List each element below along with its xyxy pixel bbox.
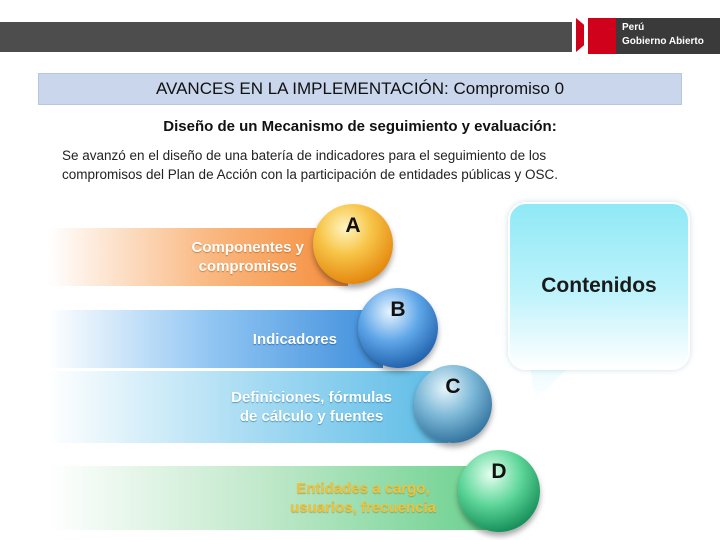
item-a-label	[191, 238, 304, 276]
sphere-b-letter: B	[390, 298, 406, 321]
callout-bubble	[508, 202, 690, 370]
item-c-line-2: de cálculo y fuentes	[239, 408, 384, 425]
sphere-b	[358, 288, 438, 368]
sphere-c-letter: C	[445, 375, 461, 398]
peru-gobierno-abierto-logo	[622, 21, 704, 49]
sphere-c	[414, 365, 492, 443]
item-band-d	[48, 466, 488, 530]
item-b-label	[253, 330, 337, 349]
logo-flag-red	[588, 18, 616, 54]
sphere-d-letter: D	[491, 460, 507, 483]
item-d-label	[290, 479, 436, 517]
item-a-line-2: compromisos	[198, 258, 297, 275]
page-title: AVANCES EN LA IMPLEMENTACIÓN: Compromiso 0	[155, 79, 565, 98]
sphere-d	[458, 450, 540, 532]
subtitle: Diseño de un Mecanismo de seguimiento y evaluación:	[163, 118, 557, 135]
sphere-a	[313, 204, 393, 284]
item-b-line-1: Indicadores	[252, 330, 337, 348]
item-d-line-1: Entidades a cargo,	[296, 480, 430, 497]
logo-line-1: Perú	[622, 22, 645, 33]
paragraph-line-1: Se avanzó en el diseño de una batería de indicadores para el seguimiento de los	[62, 148, 547, 163]
paragraph-line-2: compromisos del Plan de Acción con la participación de entidades públicas y OSC.	[62, 167, 559, 182]
item-c-line-1: Definiciones, fórmulas	[231, 389, 392, 406]
description-paragraph	[62, 146, 682, 184]
item-band-a	[48, 228, 348, 286]
title-box	[38, 73, 682, 105]
callout-text: Contenidos	[541, 274, 657, 297]
item-band-c	[48, 371, 448, 443]
item-a-line-1: Componentes y	[191, 239, 304, 256]
sphere-a-letter: A	[345, 214, 361, 237]
item-d-line-2: usuarios, frecuencia	[290, 499, 436, 516]
item-c-label	[231, 388, 392, 426]
logo-line-2: Gobierno Abierto	[622, 36, 704, 47]
item-band-b	[48, 310, 383, 368]
